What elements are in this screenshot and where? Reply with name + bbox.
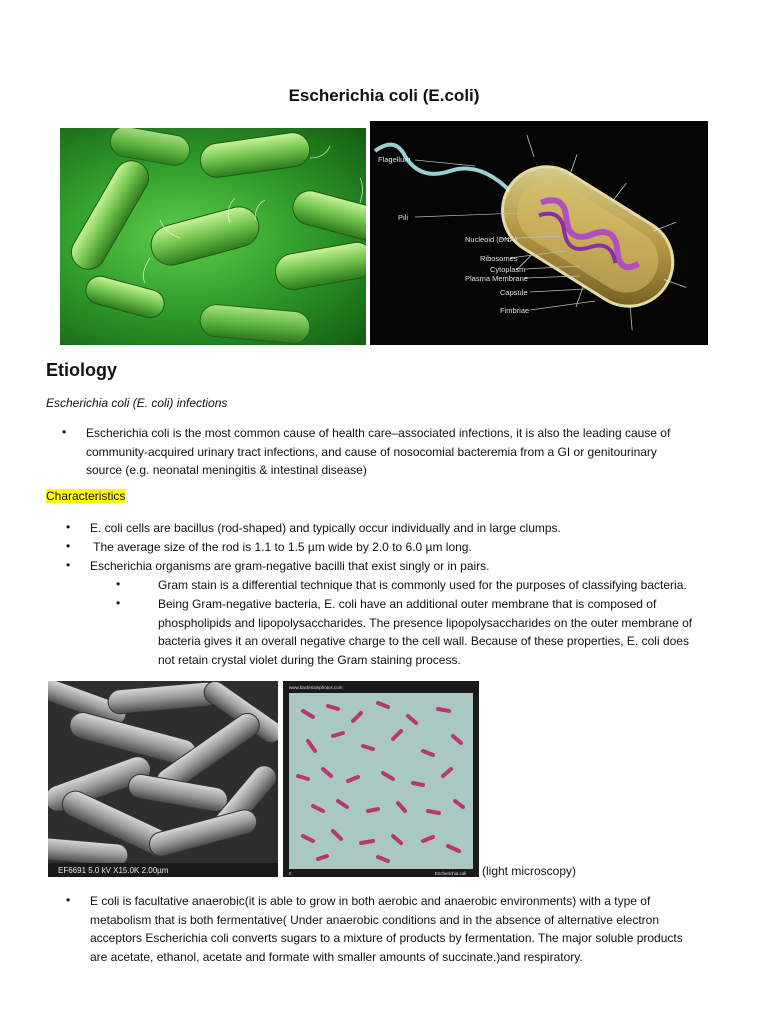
text-line: E coli is facultative anaerobic(it is able to grow in both aerobic and anaerobic environments) with a type of — [90, 894, 651, 908]
ecoli-anatomy-diagram — [370, 121, 708, 345]
green-bacteria-image — [60, 128, 366, 345]
characteristic-item: Escherichia organisms are gram-negative bacilli that exist singly or in pairs. — [90, 559, 490, 573]
intro-paragraph — [86, 424, 726, 480]
light-microscopy-image — [283, 681, 479, 877]
text-line: phospholipids and lipopolysaccharides. The presence lipopolysaccharides on the outer membrane of — [158, 615, 693, 630]
text-line: acceptors Escherichia coli converts sugars to a mixture of products by fermentation. The major soluble products — [90, 931, 683, 945]
bullet-marker: • — [66, 539, 71, 553]
text-line: Gram stain is a differential technique that is commonly used for the purposes of classifying bacteria. — [158, 578, 687, 592]
lm-footer-text: Escherichia coli — [435, 871, 467, 876]
bullet-marker: • — [66, 520, 71, 534]
characteristic-item: The average size of the rod is 1.1 to 1.5 µm wide by 2.0 to 6.0 µm long. — [90, 540, 472, 554]
text-line: Escherichia coli is the most common cause of health care–associated infections, it is also the leading cause of — [86, 426, 671, 440]
bullet-marker: • — [66, 893, 71, 907]
text-line: not retain crystal violet during the Gram staining process. — [158, 652, 461, 667]
label-capsule: Capsule — [500, 288, 528, 297]
bullet-marker: • — [62, 425, 67, 439]
sub-bullet-marker: • — [116, 577, 121, 591]
label-plasma-membrane: Plasma Membrane — [465, 274, 528, 283]
label-ribosomes: Ribosomes — [480, 254, 518, 263]
document-title: Escherichia coli (E.coli) — [288, 86, 480, 105]
lm-corner-label: c — [289, 871, 292, 877]
text-line: source (e.g. neonatal meningitis & intestinal disease) — [86, 463, 367, 477]
sem-micrograph-image — [48, 681, 278, 877]
sem-caption: EF6691 5.0 kV X15.0K 2.00µm — [58, 866, 169, 875]
characteristic-item: E. coli cells are bacillus (rod-shaped) and typically occur individually and in large clumps. — [90, 521, 561, 535]
characteristics-label — [46, 489, 125, 503]
section-subtitle: Escherichia coli (E. coli) infections — [46, 396, 228, 410]
sub-bullet-marker: • — [116, 596, 121, 610]
sub-bullet-gram-negative — [158, 595, 692, 669]
lm-header-text: www.bacteriainphotos.com — [289, 685, 343, 690]
light-microscopy-caption: (light microscopy) — [482, 864, 577, 878]
label-nucleoid: Nucleoid (DNA) — [465, 235, 518, 244]
label-flagellum: Flagellum — [378, 155, 411, 164]
text-line: metabolism that is both fermentative( Under anaerobic conditions and in the absence of alternative electron — [90, 912, 659, 927]
bullet-marker: • — [66, 558, 71, 572]
label-fimbriae: Fimbriae — [500, 306, 530, 315]
metabolism-paragraph — [90, 892, 760, 966]
text-line: bacteria gives it an overall negative charge to the cell wall. Because of these properties, E. coli does — [158, 634, 689, 648]
section-heading-etiology: Etiology — [46, 360, 117, 380]
text-line: community-acquired urinary tract infections, and cause of nosocomial bacteremia from a GI or genitourinary — [86, 444, 657, 459]
text-line: are acetate, ethanol, acetate and formate with smaller amounts of succinate.)and respiratory. — [90, 949, 583, 964]
sub-bullet-gram-stain — [158, 576, 687, 595]
label-cytoplasm: Cytoplasm — [490, 265, 526, 274]
characteristics-highlight: Characteristics — [46, 489, 126, 503]
label-pili: Pili — [398, 213, 409, 222]
text-line: Being Gram-negative bacteria, E. coli have an additional outer membrane that is composed of — [158, 597, 657, 611]
